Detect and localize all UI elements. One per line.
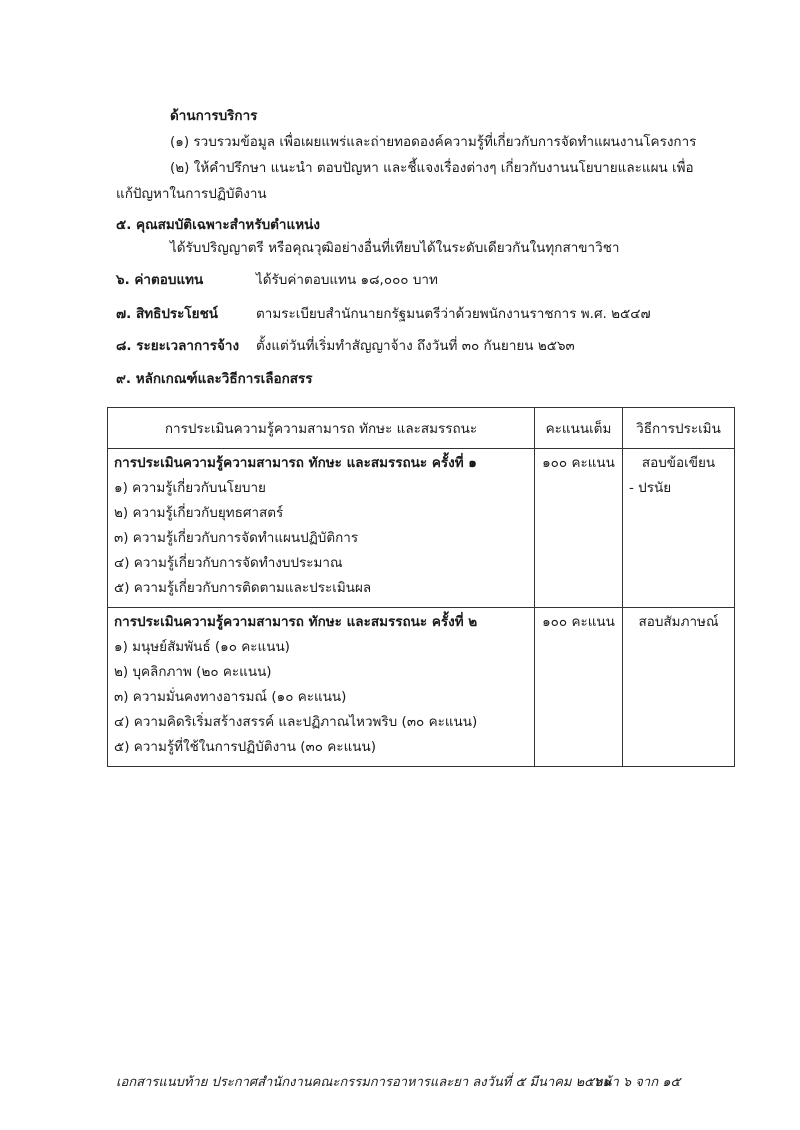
method: สอบข้อเขียน [641, 455, 716, 471]
section8-heading: ๘. ระยะเวลาการจ้าง [116, 338, 240, 354]
service-item-1: (๑) รวบรวมข้อมูล เพื่อเผยแพร่และถ่ายทอดองค์ความรู้ที่เกี่ยวกับการจัดทำแผนงานโครงการ [170, 134, 697, 150]
assessment-item: ๕) ความรู้เกี่ยวกับการติดตามและประเมินผล [114, 580, 372, 596]
assessment-item: ๔) ความคิดริเริ่มสร้างสรรค์ และปฏิภาณไหวพริบ (๓๐ คะแนน) [114, 714, 478, 730]
table-row [108, 449, 735, 608]
table-header-row [108, 408, 735, 449]
section6-heading: ๖. ค่าตอบแทน [116, 272, 204, 288]
section5-text: ได้รับปริญญาตรี หรือคุณวุฒิอย่างอื่นที่เทียบได้ในระดับเดียวกันในทุกสาขาวิชา [170, 240, 620, 256]
service-heading: ด้านการบริการ [170, 108, 258, 124]
score: ๑๐๐ คะแนน [542, 455, 615, 471]
assessment-item: ๓) ความรู้เกี่ยวกับการจัดทำแผนปฏิบัติการ [114, 530, 359, 546]
service-item-2-line2: แก้ปัญหาในการปฏิบัติงาน [116, 186, 267, 202]
section5-heading: ๕. คุณสมบัติเฉพาะสำหรับตำแหน่ง [116, 217, 320, 233]
service-item-2-line1: (๒) ให้คำปรึกษา แนะนำ ตอบปัญหา และชี้แจงเรื่องต่างๆ เกี่ยวกับงานนโยบายและแผน เพื่อ [170, 160, 694, 176]
method-cell [623, 449, 735, 608]
score: ๑๐๐ คะแนน [542, 614, 615, 630]
assessment-item: ๓) ความมั่นคงทางอารมณ์ (๑๐ คะแนน) [114, 689, 347, 705]
footer-text: เอกสารแนบท้าย ประกาศสำนักงานคณะกรรมการอาหารและยา ลงวันที่ ๕ มีนาคม ๒๕๖๑ [116, 1075, 611, 1090]
header-method: วิธีการประเมิน [623, 408, 735, 449]
method: สอบสัมภาษณ์ [638, 614, 719, 630]
assessment-cell [108, 608, 535, 767]
method-cell [623, 608, 735, 767]
assessment-item: ๒) ความรู้เกี่ยวกับยุทธศาสตร์ [114, 505, 284, 521]
selection-criteria-table [107, 407, 735, 767]
section6-text: ได้รับค่าตอบแทน ๑๘,๐๐๐ บาท [256, 272, 438, 288]
table-row [108, 608, 735, 767]
assessment-cell [108, 449, 535, 608]
assessment-item: ๑) มนุษย์สัมพันธ์ (๑๐ คะแนน) [114, 639, 290, 655]
assessment-title: การประเมินความรู้ความสามารถ ทักษะ และสมรรถนะ ครั้งที่ ๒ [114, 614, 478, 630]
assessment-item: ๑) ความรู้เกี่ยวกับนโยบาย [114, 480, 266, 496]
page-number: หน้า ๖ จาก ๑๕ [594, 1075, 681, 1090]
section8-text: ตั้งแต่วันที่เริ่มทำสัญญาจ้าง ถึงวันที่ ๓๐ กันยายน ๒๕๖๓ [256, 338, 575, 354]
assessment-item: ๕) ความรู้ที่ใช้ในการปฏิบัติงาน (๓๐ คะแนน) [114, 739, 376, 755]
section7-text: ตามระเบียบสำนักนายกรัฐมนตรีว่าด้วยพนักงานราชการ พ.ศ. ๒๕๔๗ [256, 306, 651, 322]
section7-heading: ๗. สิทธิประโยชน์ [116, 306, 218, 322]
header-full-score: คะแนนเต็ม [535, 408, 623, 449]
header-assessment: การประเมินความรู้ความสามารถ ทักษะ และสมรรถนะ [108, 408, 535, 449]
section9-heading: ๙. หลักเกณฑ์และวิธีการเลือกสรร [116, 371, 313, 387]
assessment-item: ๔) ความรู้เกี่ยวกับการจัดทำงบประมาณ [114, 555, 343, 571]
assessment-title: การประเมินความรู้ความสามารถ ทักษะ และสมรรถนะ ครั้งที่ ๑ [114, 455, 477, 471]
assessment-item: ๒) บุคลิกภาพ (๒๐ คะแนน) [114, 664, 272, 680]
score-cell [535, 608, 623, 767]
method-detail: - ปรนัย [629, 480, 672, 496]
score-cell [535, 449, 623, 608]
